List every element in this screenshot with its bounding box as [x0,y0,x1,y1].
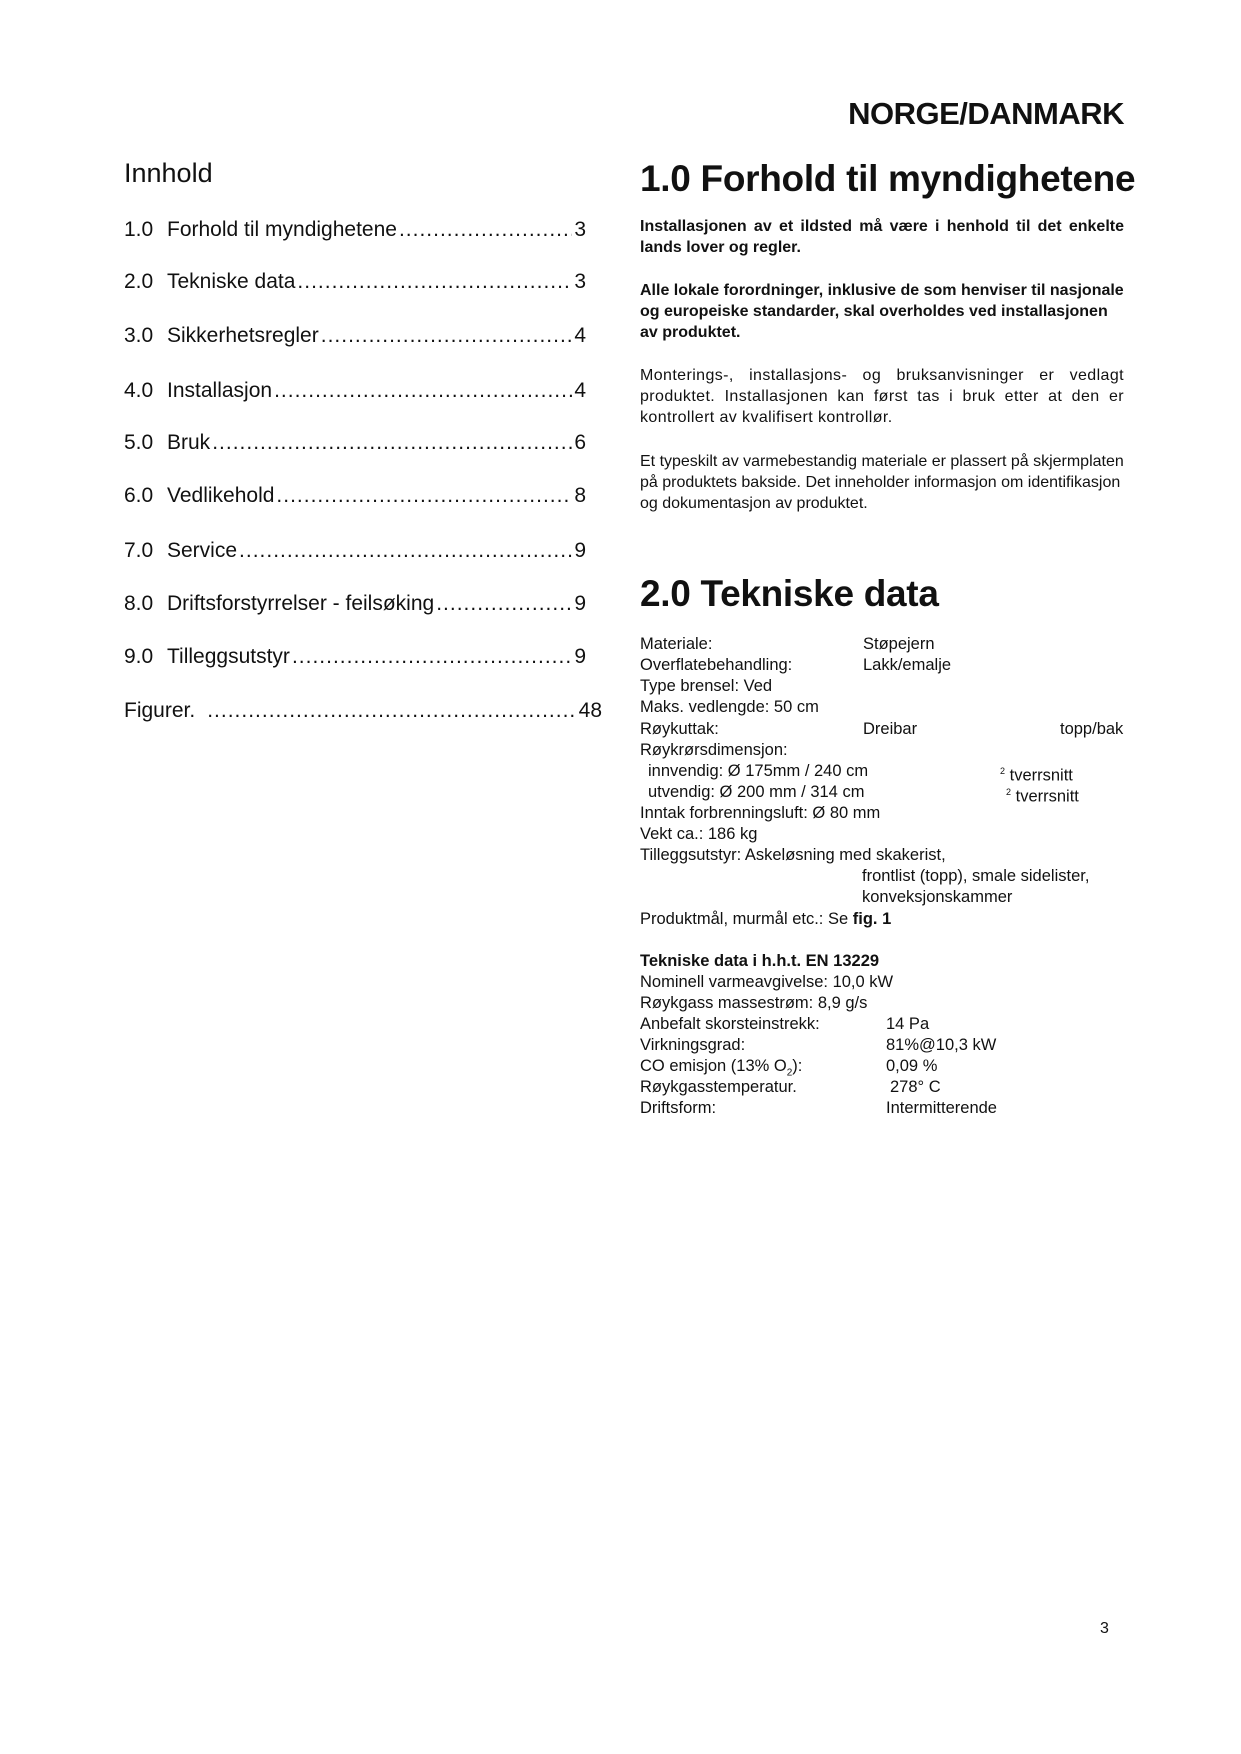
toc-item[interactable] [124,270,586,294]
spec-line: frontlist (topp), smale sidelister, [862,867,1090,885]
toc-item-page: 3 [574,270,586,293]
spec-label: Overflatebehandling: [640,656,793,674]
spec-label: Driftsform: [640,1099,717,1117]
spec-value: 278° C [890,1078,941,1096]
toc-leader-dots [297,270,572,294]
toc-item[interactable] [124,324,586,348]
spec-line: Maks. vedlengde: 50 cm [640,698,819,716]
toc-item-label: Forhold til myndighetene [167,218,397,241]
section-1-paragraph-2: Alle lokale forordninger, inklusive de som henviser til nasjonale og europeiske standarder, skal overholdes ved installasjonen av produktet. [640,282,1124,341]
toc-item-label: Driftsforstyrrelser - feilsøking [167,592,435,615]
spec-text: CO emisjon (13% O [640,1057,787,1075]
section-2-heading: 2.0 Tekniske data [640,573,939,614]
toc-leader-dots [436,592,572,616]
toc-item-number: 7.0 [124,539,154,562]
page-number: 3 [1100,1620,1109,1637]
toc-item-label: Vedlikehold [167,484,275,507]
spec-unit-text: tverrsnitt [1009,766,1073,785]
country-heading: NORGE/DANMARK [848,96,1124,131]
toc-leader-dots [292,645,572,669]
toc-item-page: 4 [574,379,586,402]
toc-item-number: 4.0 [124,379,154,402]
toc-item-page: 48 [578,699,602,722]
toc-item-page: 9 [574,645,586,668]
toc-item-number: 6.0 [124,484,154,507]
spec-value: Støpejern [863,635,935,653]
toc-item[interactable] [124,592,586,616]
spec-line: Nominell varmeavgivelse: 10,0 kW [640,973,894,991]
spec-line: Inntak forbrenningsluft: Ø 80 mm [640,804,881,822]
section-1-heading: 1.0 Forhold til myndighetene [640,158,1136,199]
toc-item-label: Bruk [167,431,211,454]
toc-item-label: Tilleggsutstyr [167,645,290,668]
toc-leader-dots [321,324,573,348]
spec-line: utvendig: Ø 200 mm / 314 cm [648,783,865,801]
toc-item[interactable] [124,484,586,508]
toc-item[interactable] [124,218,586,242]
section-1-paragraph-3: Monterings-, installasjons- og bruksanvisninger er vedlagt produktet. Installasjonen kan først tas i bruk etter at den er kontrollert av kvalifisert kontrollør. [640,367,1124,426]
section-1-paragraph-1: Installasjonen av et ildsted må være i henhold til det enkelte lands lover og regler. [640,218,1124,256]
toc-item-label: Tekniske data [167,270,296,293]
spec-label: Røykgasstemperatur. [640,1078,797,1096]
toc-item[interactable] [124,431,586,455]
toc-item-number: 8.0 [124,592,154,615]
spec-line: Type brensel: Ved [640,677,773,695]
toc-item[interactable] [124,379,586,403]
spec-value: 81%@10,3 kW [886,1036,997,1054]
toc-item-label: Installasjon [167,379,273,402]
spec-text: Produktmål, murmål etc.: Se [640,910,853,928]
spec-label: Røykrørsdimensjon: [640,741,788,759]
spec-label: Virkningsgrad: [640,1036,746,1054]
toc-leader-dots [276,484,572,508]
toc-leader-dots [207,699,576,723]
spec-label: Materiale: [640,635,713,653]
spec-line: Vekt ca.: 186 kg [640,825,758,843]
spec-value: Dreibar [863,720,918,738]
toc-leader-dots [212,431,572,455]
toc-item-number: 1.0 [124,218,154,241]
spec-value: topp/bak [1060,720,1124,738]
spec-value: 0,09 % [886,1057,938,1075]
spec-unit [1006,782,1079,808]
spec-text: ): [792,1057,803,1075]
superscript: 2 [1000,766,1006,776]
toc-item-number: 3.0 [124,324,154,347]
superscript: 2 [1006,787,1012,797]
toc-item-figures[interactable] [124,699,602,723]
spec-unit-text: tverrsnitt [1015,787,1079,806]
spec-line: Røykgass massestrøm: 8,9 g/s [640,994,868,1012]
subscript: 2 [786,1067,793,1079]
spec-value: Intermitterende [886,1099,997,1117]
toc-item-page: 3 [574,218,586,241]
toc-leader-dots [239,539,572,563]
toc-item-label: Sikkerhetsregler [167,324,319,347]
toc-item-number: 5.0 [124,431,154,454]
toc-item[interactable] [124,645,586,669]
spec-label: Anbefalt skorsteinstrekk: [640,1015,820,1033]
toc-item-page: 9 [574,539,586,562]
spec-value: Lakk/emalje [863,656,952,674]
toc-item-number: 9.0 [124,645,154,668]
toc-item-page: 9 [574,592,586,615]
spec-line: konveksjonskammer [862,888,1013,906]
toc-item-page: 6 [574,431,586,454]
toc-item-number: 2.0 [124,270,154,293]
section-1-paragraph-4: Et typeskilt av varmebestandig materiale er plassert på skjermplaten på produktets bakside. Det inneholder informasjon om identifikasjon og dokumentasjon av produktet. [640,453,1124,512]
en-standard-heading: Tekniske data i h.h.t. EN 13229 [640,952,880,970]
figure-reference-link[interactable]: fig. 1 [852,910,892,928]
toc-title: Innhold [124,158,213,188]
toc-item-page: 4 [574,324,586,347]
toc-item[interactable] [124,539,586,563]
spec-label: Røykuttak: [640,720,719,738]
toc-leader-dots [399,218,572,242]
toc-item-page: 8 [574,484,586,507]
spec-line-produktmal [640,909,891,930]
spec-value: 14 Pa [886,1015,930,1033]
spec-line: Tilleggsutstyr: Askeløsning med skakerist, [640,846,946,864]
toc-leader-dots [274,379,572,403]
toc-item-label: Service [167,539,238,562]
toc-item-label: Figurer. [124,699,196,722]
spec-line: innvendig: Ø 175mm / 240 cm [648,762,869,780]
